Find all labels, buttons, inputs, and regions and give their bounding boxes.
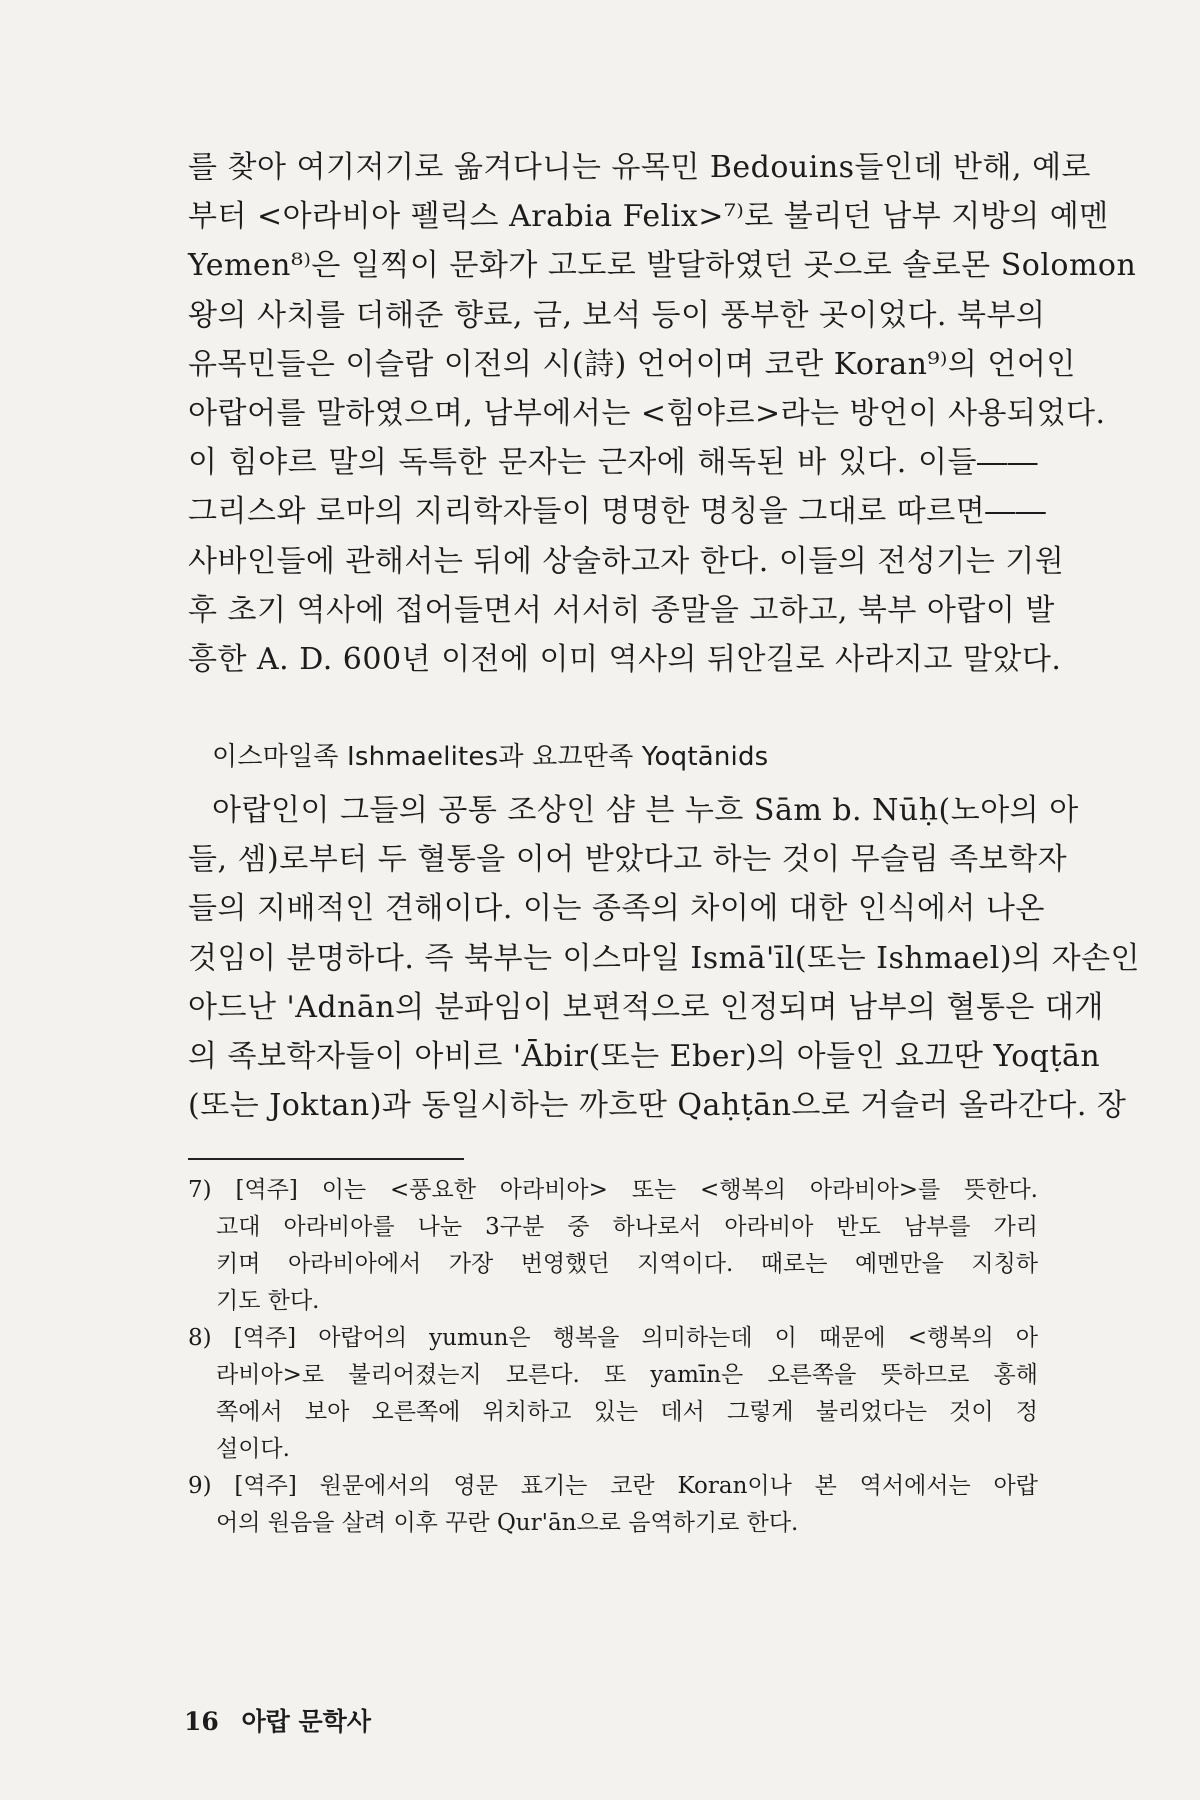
footnote-line: 설이다. [216,1436,290,1462]
text-line: 왕의 사치를 더해준 향료, 금, 보석 등이 풍부한 곳이었다. 북부의 [188,297,1046,333]
section-heading: 이스마일족 Ishmaelites과 요끄딴족 Yoqtānids [212,742,769,772]
page-number: 16 [184,1707,219,1736]
text-line: 사바인들에 관해서는 뒤에 상술하고자 한다. 이들의 전성기는 기원 [188,543,1065,579]
footnote-line: 쪽에서 보아 오른쪽에 위치하고 있는 데서 그렇게 불리었다는 것이 정 [216,1399,1038,1425]
text-line: 그리스와 로마의 지리학자들이 명명한 명칭을 그대로 따르면―― [188,494,1047,530]
text-line: 후 초기 역사에 접어들면서 서서히 종말을 고하고, 북부 아랍이 발 [188,592,1055,628]
text-line: 의 족보학자들이 아비르 'Ābir(또는 Eber)의 아들인 요끄딴 Yoqṭān [188,1039,1101,1075]
text-line: 들의 지배적인 견해이다. 이는 종족의 차이에 대한 인식에서 나온 [188,891,1045,927]
footnotes [188,1172,1038,1542]
footnote-line: 9) [역주] 원문에서의 영문 표기는 코란 Koran이나 본 역서에서는 아랍 [188,1473,1038,1499]
footnote-line: 라비아>로 불리어졌는지 모른다. 또 yamīn은 오른쪽을 뜻하므로 홍해 [216,1362,1038,1388]
footnote-line: 어의 원음을 살려 이후 꾸란 Qur'ān으로 음역하기로 한다. [216,1510,799,1536]
footnote-line: 기도 한다. [216,1288,320,1314]
text-line: 아랍인이 그들의 공통 조상인 샴 븐 누흐 Sām b. Nūḥ(노아의 아 [212,793,1079,828]
text-line: 들, 셈)로부터 두 혈통을 이어 받았다고 하는 것이 무슬림 족보학자 [188,842,1068,878]
text-line: 를 찾아 여기저기로 옮겨다니는 유목민 Bedouins들인데 반해, 예로 [188,150,1092,185]
text-line: (또는 Joktan)과 동일시하는 까흐딴 Qaḥṭān으로 거슬러 올라간다. 장 [188,1088,1127,1124]
text-line: 아랍어를 말하였으며, 남부에서는 <힘야르>라는 방언이 사용되었다. [188,396,1106,432]
footnote-line: 8) [역주] 아랍어의 yumun은 행복을 의미하는데 이 때문에 <행복의 아 [188,1325,1038,1351]
text-line: Yemen⁸⁾은 일찍이 문화가 고도로 발달하였던 곳으로 솔로몬 Solomon [188,248,1137,284]
footnote-9 [188,1468,1038,1542]
paragraph-1 [188,143,1137,684]
footnote-line: 고대 아라비아를 나눈 3구분 중 하나로서 아라비아 반도 남부를 가리 [216,1214,1038,1240]
paragraph-2 [188,786,1141,1130]
footnote-7 [188,1172,1038,1320]
text-line: 이 힘야르 말의 독특한 문자는 근자에 해독된 바 있다. 이들―― [188,445,1038,481]
running-title: 아랍 문학사 [241,1707,371,1736]
page-footer [184,1702,371,1738]
text-line: 아드난 'Adnān의 분파임이 보편적으로 인정되며 남부의 혈통은 대개 [188,989,1104,1025]
text-line: 유목민들은 이슬람 이전의 시(詩) 언어이며 코란 Koran⁹⁾의 언어인 [188,346,1076,382]
text-line: 부터 <아라비아 펠릭스 Arabia Felix>⁷⁾로 불리던 남부 지방의 예멘 [188,199,1109,235]
footnote-line: 7) [역주] 이는 <풍요한 아라비아> 또는 <행복의 아라비아>를 뜻한다. [188,1177,1038,1203]
footnote-divider [188,1158,464,1160]
text-line: 것임이 분명하다. 즉 북부는 이스마일 Ismā'īl(또는 Ishmael)의 자손인 [188,940,1141,976]
text-line: 흥한 A. D. 600년 이전에 이미 역사의 뒤안길로 사라지고 말았다. [188,642,1062,678]
footnote-line: 키며 아라비아에서 가장 번영했던 지역이다. 때로는 예멘만을 지칭하 [216,1251,1038,1277]
footnote-8 [188,1320,1038,1468]
